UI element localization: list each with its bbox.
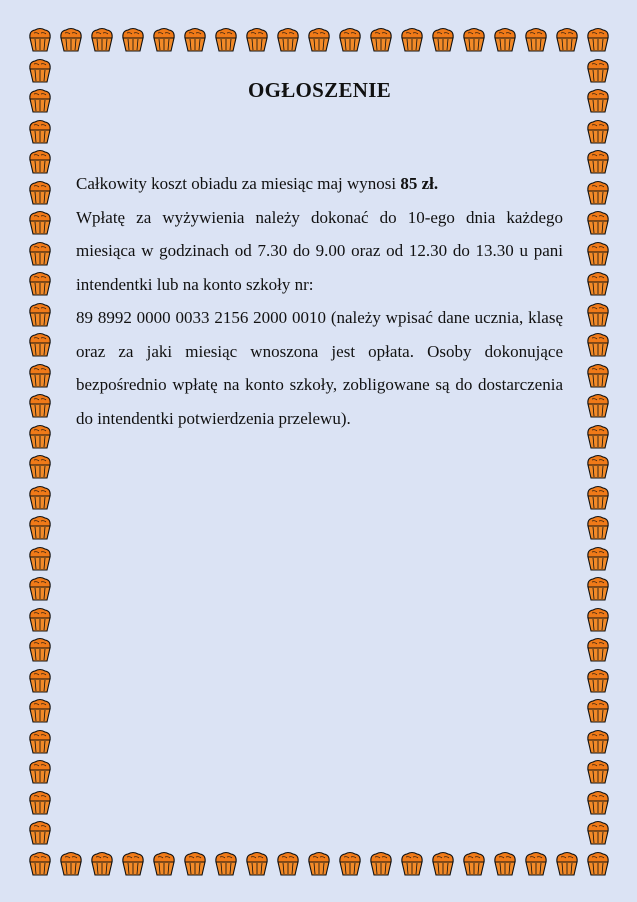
muffin-icon [368, 27, 394, 53]
muffin-icon [213, 851, 239, 877]
muffin-icon [27, 515, 53, 541]
muffin-icon [430, 27, 456, 53]
muffin-icon [585, 790, 611, 816]
muffin-icon [27, 393, 53, 419]
muffin-icon [27, 790, 53, 816]
muffin-icon [585, 698, 611, 724]
muffin-icon [27, 637, 53, 663]
muffin-icon [306, 851, 332, 877]
cost-paragraph [76, 167, 563, 201]
muffin-icon [461, 851, 487, 877]
muffin-icon [585, 149, 611, 175]
muffin-icon [275, 27, 301, 53]
muffin-icon [27, 820, 53, 846]
muffin-icon [585, 58, 611, 84]
muffin-icon [27, 119, 53, 145]
muffin-icon [399, 27, 425, 53]
muffin-icon [27, 729, 53, 755]
muffin-icon [27, 149, 53, 175]
cost-value: 85 zł. [400, 174, 439, 193]
muffin-icon [27, 454, 53, 480]
muffin-icon [27, 607, 53, 633]
page-title: OGŁOSZENIE [247, 78, 392, 102]
muffin-icon [27, 58, 53, 84]
cost-sentence: Całkowity koszt obiadu za miesiąc maj wynosi [76, 174, 401, 193]
muffin-icon [275, 851, 301, 877]
muffin-icon [27, 698, 53, 724]
muffin-icon [585, 607, 611, 633]
muffin-icon [585, 363, 611, 389]
muffin-icon [585, 759, 611, 785]
announcement [76, 78, 563, 435]
muffin-icon [585, 210, 611, 236]
muffin-icon [182, 27, 208, 53]
muffin-icon [585, 515, 611, 541]
muffin-icon [585, 576, 611, 602]
muffin-icon [151, 851, 177, 877]
muffin-icon [27, 271, 53, 297]
muffin-icon [554, 851, 580, 877]
muffin-icon [585, 241, 611, 267]
account-paragraph: 89 8992 0000 0033 2156 2000 0010 (należy wpisać dane ucznia, klasę oraz za jaki miesiąc wnoszona jest opłata. Osoby dokonujące bezpośrednio wpłatę na konto szkoły, zobligowane są do dostarczenia do intendentki potwierdzenia przelewu). [76, 308, 563, 428]
muffin-icon [585, 119, 611, 145]
muffin-icon [585, 271, 611, 297]
muffin-icon [492, 27, 518, 53]
muffin-icon [89, 27, 115, 53]
muffin-icon [27, 363, 53, 389]
muffin-icon [151, 27, 177, 53]
announcement-body [76, 167, 563, 435]
muffin-icon [27, 668, 53, 694]
muffin-icon [585, 546, 611, 572]
muffin-icon [585, 393, 611, 419]
muffin-icon [120, 851, 146, 877]
muffin-icon [523, 851, 549, 877]
muffin-icon [27, 27, 53, 53]
muffin-icon [27, 424, 53, 450]
muffin-icon [27, 485, 53, 511]
muffin-icon [337, 27, 363, 53]
muffin-icon [27, 332, 53, 358]
muffin-icon [461, 27, 487, 53]
muffin-icon [27, 576, 53, 602]
muffin-icon [182, 851, 208, 877]
muffin-icon [585, 851, 611, 877]
muffin-icon [585, 88, 611, 114]
muffin-icon [585, 27, 611, 53]
muffin-icon [337, 851, 363, 877]
muffin-icon [585, 424, 611, 450]
muffin-icon [368, 851, 394, 877]
muffin-icon [554, 27, 580, 53]
muffin-icon [585, 332, 611, 358]
muffin-icon [585, 485, 611, 511]
payment-paragraph: Wpłatę za wyżywienia należy dokonać do 10-ego dnia każdego miesiąca w godzinach od 7.30 do 9.00 oraz od 12.30 do 13.30 u pani intendentki lub na konto szkoły nr: [76, 207, 563, 294]
muffin-icon [306, 27, 332, 53]
muffin-icon [585, 637, 611, 663]
muffin-icon [27, 759, 53, 785]
muffin-icon [399, 851, 425, 877]
muffin-icon [27, 241, 53, 267]
muffin-icon [27, 546, 53, 572]
muffin-icon [430, 851, 456, 877]
muffin-icon [585, 668, 611, 694]
muffin-icon [585, 180, 611, 206]
muffin-icon [27, 88, 53, 114]
muffin-icon [27, 180, 53, 206]
muffin-icon [27, 851, 53, 877]
muffin-icon [585, 820, 611, 846]
muffin-icon [27, 210, 53, 236]
muffin-icon [58, 27, 84, 53]
muffin-icon [89, 851, 115, 877]
muffin-icon [244, 851, 270, 877]
muffin-icon [585, 302, 611, 328]
muffin-icon [492, 851, 518, 877]
muffin-icon [27, 302, 53, 328]
muffin-icon [58, 851, 84, 877]
muffin-icon [244, 27, 270, 53]
muffin-icon [585, 454, 611, 480]
muffin-icon [213, 27, 239, 53]
muffin-icon [523, 27, 549, 53]
muffin-icon [120, 27, 146, 53]
muffin-icon [585, 729, 611, 755]
